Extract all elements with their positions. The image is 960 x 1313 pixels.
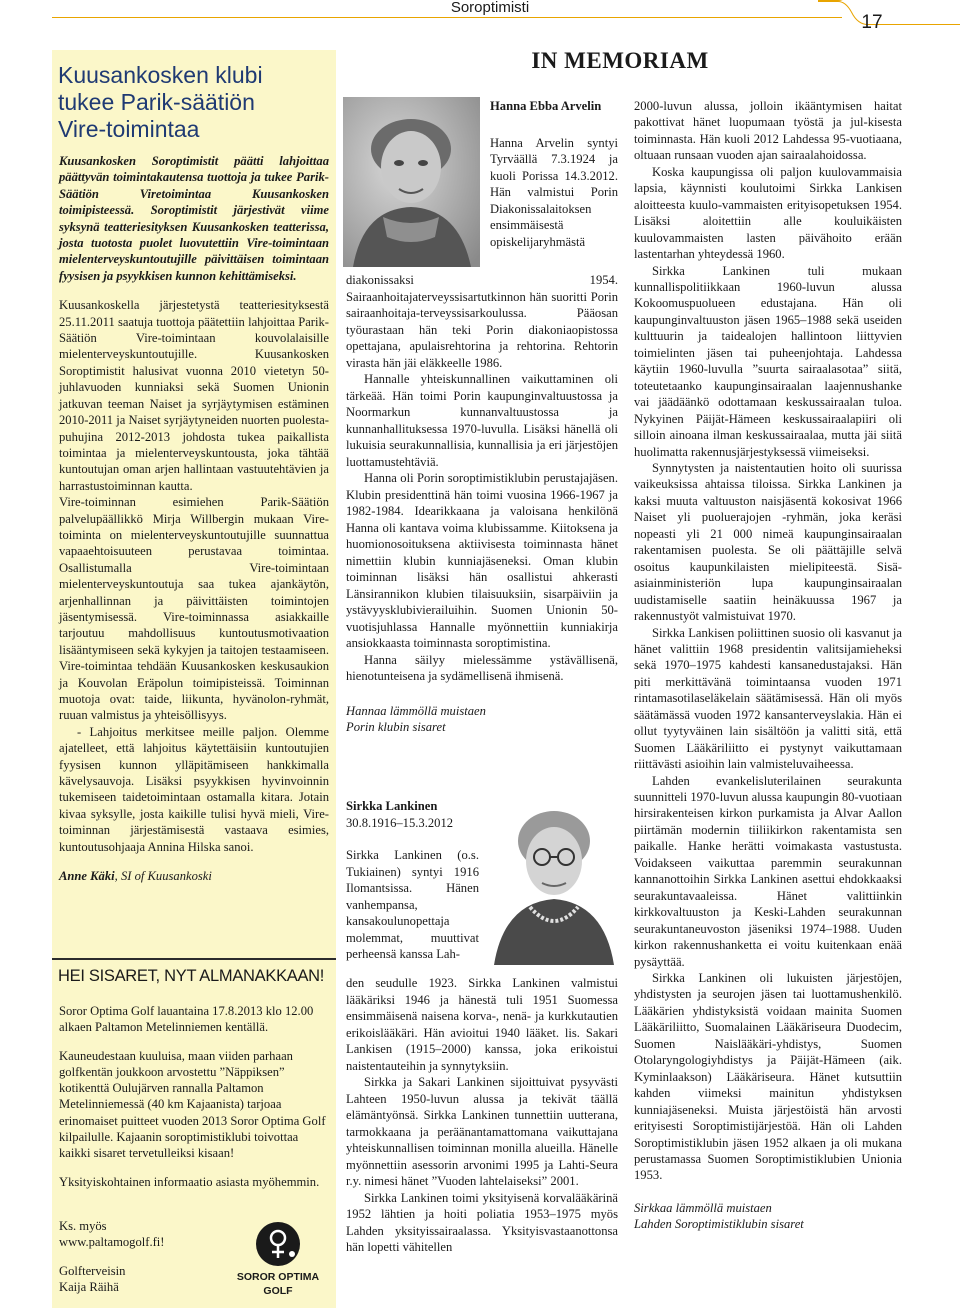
sirkka-obituary-top [346, 798, 479, 963]
hanna-obituary-body [346, 272, 618, 736]
greeting: Golfterveisin [59, 1263, 126, 1278]
logo-text-2: GOLF [263, 1285, 293, 1297]
left-article-body [59, 153, 329, 884]
almanac-paragraph: Kauneudestaan kuuluisa, maan viiden parhaan golfkentän joukkoon arvostettu ”Näppiksen” kotikenttä Oulujärven rannalla Paltamon Metelinniemessä (40 km Kajaanista) tarjoaa erinomaiset puitteet vuoden 2013 Soror Optima Golf kilpailulle. Kajaanin soroptimistiklubi toivottaa kaikki sisaret tervetulleiksi kisaan! [59, 1048, 326, 1161]
obituary-paragraph: Sirkka Lankinen oli lukuisten järjestöjen, yhdistysten ja seurojen jäsen tai luottamushenkilö. Lääkärien yhdistyksistä voidaan mainita Suomen Lääkäriliitto, Suomalainen Lääkäriseura Duodecim, Suomen Naislääkäri-yhdistys, Suomen Otolaryngologiyhdistys ja Päijät-Hämeen (aik. Kyminlaakson) Lääkäriseura. Hänet kutsuttiin kahden viimeksi mainitun yhdistyksen kunniajäseneksi. Muista järjestöistä hän arvosti erityisesti Soroptimistijärjestöä. Hän oli Lahden Soroptimistiklubin jäsen 1952 alkaen ja oli mukana perustamassa Suomen Soroptimistiklubien Unionia 1953. [634, 971, 902, 1183]
see-also: Ks. myös [59, 1219, 107, 1233]
obituary-paragraph: Sirkka ja Sakari Lankinen sijoittuivat pysyvästi Lahteen 1950-luvun alussa ja tekivät täällä elämäntyönsä. Sirkka Lankinen tunnettiin uutterana, tarmokkaana ja peräänantamattomana vaikuttajana yhteiskunnallisen toiminnan monilla alueilla. Hänelle myönnettiin asessorin arvonimi 1995 ja Lahti-Seura r.y. nimesi hänet ”Vuoden lahtelaiseksi” 2001. [346, 1075, 618, 1188]
hanna-arvelin-portrait-photo [343, 97, 480, 267]
article-paragraph: Kuusankoskella järjestetystä teatteriesityksestä 25.11.2011 saatuja tuottoja päätettiin lahjoittaa Parik-Säätiön Vire-toimintaan kouvolalaisille mielenterveyskuntoutujille. Kuusankosken Soroptimistit halusivat vuonna 2010 vietetyn 50-juhlavuoden kunniaksi sekä Suomen Unionin jatkuvan teeman Naiset ja syrjäytymisen estäminen 2010-2011 ja Naiset syrjäytyneiden nuorten puolesta-puhujina 2012-2013 johdosta tukea paikallista toimintaa ja mielenterveyskuntousta, joka tähtää kuntoutujan oman arjen hallintaan vastuutehtävien ja harrastustoiminnan kautta. [59, 298, 329, 493]
obituary-paragraph: Hannalle yhteiskunnallinen vaikuttaminen oli tärkeää. Hän toimi Porin kaupunginvaltuustossa ja Noormarkun kunnanvaltuustossa ja kunnanhallituksessa 1970-luvulla. Lisäksi hänellä oli lukuisia seurakunnallisia, kunnallisia ja eri järjestöjen luottamustehtäviä. [346, 372, 618, 469]
almanac-divider [52, 958, 336, 960]
almanac-contact [59, 1218, 209, 1295]
obituary-tribute: Sirkkaa lämmöllä muistaen [634, 1200, 772, 1215]
article-lead: Kuusankosken Soroptimistit päätti lahjoittaa päättyvän toimintakautensa tuottoja ja tukee Parik-Säätiön Viretoimintaa Kuusankosken toimipisteessä. Soroptimistit järjestivät viime syksynä teatteriesityksen Kuusankosken teatterissa, josta tuotosta puolet luovutettiin Vire-toimintaan mielenterveyskuntoutujille päivittäisen toimintaan fyysisen ja psyykkisen kunnon kehittämiseksi. [59, 154, 329, 283]
obituary-paragraph: Lahden evankelisluterilainen seurakunta suunnitteli 1970-luvun alussa kaupungin 80-vuotiaan hirsirakenteisen kirkon purkamista ja Alvar Aallon piirtämän modernin tiiliikirkon rakentamista sen paikalle. Hanke herätti voimakasta vastustusta. Voidakseen vaikuttaa paremmin seurakunnan kannanottoihin Sirkka Lankinen asettui ehdokkaaksi seurakuntavaaleissa. Hänet valittiinkin kirkkovaltuuston ja Keski-Lahden seurakunnan seurakuntaneuvoston jäseniksi 1974–1988. Uuden kirkon rakennushanketta ei voitu kuitenkaan enää pysäyttää. [634, 773, 902, 969]
obituary-tribute: Lahden Soroptimistiklubin sisaret [634, 1217, 804, 1232]
almanac-body [59, 1003, 329, 1190]
obituary-paragraph: den seudulle 1923. Sirkka Lankinen valmistui lääkäriksi 1946 ja hänestä tuli 1951 Suomessa ensimmäisenä naisena korva-, nenä- ja kurkkutautien erikoislääkäri. Hän avioitui 1940 lääket. lis. Sakari Lankisen (1915–2000) kanssa, joka erikoistui naistentauteihin ja synnytyksiin. [346, 976, 618, 1073]
obituary-paragraph: Sirkka Lankinen toimi yksityisenä korvalääkärinä 1952 lähtien ja hoiti poliatia 1953–1975 myös Lahden yksityissairaalassa. Yksityisvastaanottonsa hän lopetti vähitellen [346, 1190, 618, 1254]
magazine-name: Soroptimisti [450, 0, 530, 16]
obituary-name: Hanna Ebba Arvelin [490, 99, 602, 113]
byline-author: Anne Käki [59, 869, 115, 884]
obituary-paragraph: Sirkka Lankisen poliittinen suosio oli kasvanut ja hänet valittiin 1968 presidentin valitsijamieheksi sekä 1970–1975 kahdesti kansanedustajaksi. Hän piti merkittävänä toimintaansa vuoden 1971 rintamasotilaseläkelain säätämisessä. Hän oli myös säätämässä vuoden 1972 kansanterveyslakia. Hän ei ollut tyytyväinen lain sisältöön ja valitti sitä, että Suomen Lääkäriliitto ei pystynyt vaikuttamaan riittävästi asioihin lain valmisteluvaiheessa. [634, 625, 902, 772]
sirkka-obituary-continued [634, 98, 902, 1233]
obituary-intro: Hanna Arvelin syntyi Tyrväällä 7.3.1924 ja kuoli Porissa 14.3.2012. Hän valmistui Porin Diakonissalaitoksen ensimmäisestä opiskelijaryhmästä [490, 135, 618, 249]
page-number: 17 [861, 12, 883, 33]
title-line: Vire-toimintaa [58, 116, 200, 142]
left-article-title [58, 62, 333, 143]
sirkka-lankinen-portrait-photo [486, 795, 622, 965]
sirkka-obituary-body [346, 975, 618, 1256]
almanac-info: Yksityiskohtainen informaatio asiasta myöhemmin. [59, 1174, 320, 1189]
article-paragraph: Vire-toiminnan esimiehen Parik-Säätiön palvelupäällikkö Mirja Willbergin mukaan Vire-toiminta on mielenterveyskuntoutujille suunnattua vapaaehtoisuuteen perustavaa toimintaa. Osallistumalla Vire-toimintaan mielenterveyskuntoutuja saa tukea ajankäytön, arjenhallinnan ja päivittäisten toimintojen jäsentymisessä. Vire-toiminnassa asiakkaille tarjoutuu mahdollisuus kuntoutusmotivaation lisääntymiseen sekä kykyjen ja taitojen testaamiseen. Vire-toimintaa tehdään Kuusankosken keskusaukion ja Kouvolan Eräpolun toimipisteissä. Toiminnan muotoja ovat: taide, liikunta, hyvänolon-ryhmät, ruuan valmistus ja yhteisöllisyys. [59, 495, 329, 723]
hanna-obituary-top [490, 98, 618, 250]
obituary-paragraph: diakonissaksi 1954. Sairaanhoitajaterveyssisartutkinnon hän suoritti Porin sairaanhoitaja-terveyssisarkoulussa. Pääosan työurastaan hän teki Porin diakoniaopistossa opettajana, apulaisrehtorina ja rehtorina. Rehtorin virasta hän jäi eläkkeelle 1986. [346, 273, 618, 370]
almanac-title: HEI SISARET, NYT ALMANAKKAAN! [58, 967, 325, 985]
almanac-intro: Soror Optima Golf lauantaina 17.8.2013 klo 12.00 alkaen Paltamon Metelinniemen kentällä. [59, 1004, 314, 1035]
article-byline [59, 868, 329, 884]
obituary-tribute: Hannaa lämmöllä muistaen [346, 703, 486, 718]
soror-optima-golf-logo [222, 1214, 334, 1300]
obituary-paragraph: 2000-luvun alussa, jolloin ikääntymisen haitat pakottivat hänet luopumaan työstä ja jul-kisesta toiminnasta. Hän kuoli 2012 Lahdessa 95-vuotiaana, oltuaan runsaan vuoden ajan sairaalahoidossa. [634, 99, 902, 163]
obituary-dates: 30.8.1916–15.3.2012 [346, 815, 454, 830]
header-rule [52, 17, 842, 18]
obituary-paragraph: Hanna oli Porin soroptimistiklubin perustajajäsen. Klubin presidenttinä hän toimi vuosina 1966-1967 ja 1982-1984. Idearikkaana ja valoisana henkilönä Hanna oli kantava voima klubissamme. Kiitoksena ja huomionosoituksena aktiivisesta toiminnasta hänet nimettiin klubin kunniajäseneksi. Oman klubin toiminnan lisäksi hän osallistui ahkerasti Länsirannikon klubien tilaisuuksiin, sisarpäiviin ja ystävyysklubivierailuihin. Suomen Unionin 50-vuotisjuhlassa Hannalle myönnettiin kunniakirja ansiokkaasta toiminnasta soroptimistina. [346, 471, 618, 650]
byline-affiliation: , SI of Kuusankoski [114, 869, 212, 884]
obituary-paragraph: Hanna säilyy mielessämme ystävällisenä, hienotunteisena ja sydämellisenä ihmisenä. [346, 652, 618, 683]
signature: Kaija Räihä [59, 1279, 119, 1294]
golf-url-link[interactable]: www.paltamogolf.fi! [59, 1235, 165, 1250]
obituary-tribute: Porin klubin sisaret [346, 720, 446, 734]
logo-text-1: SOROR OPTIMA [236, 1271, 320, 1283]
title-line: tukee Parik-säätiön [58, 89, 255, 115]
article-paragraph: - Lahjoitus merkitsee meille paljon. Olemme ajatelleet, että lahjoitus käytettäisiin kuntoutujien fyysisen kunnon ylläpitämiseen hankkimalla kävelysauvoja. Lisäksi psyykkisen hyvinvoinnin tukemiseen taidetoimintaan ostamalla kitara. Jotain kivaa syksylle, josta kaikille tulisi hyvä mieli, Vire-toiminnan järjestämisestä vastaava esimies, kuntoutusohjaaja Annina Hilska sanoi. [59, 724, 329, 854]
obituary-intro: Sirkka Lankinen (o.s. Tukiainen) syntyi 1916 Ilomantsissa. Hänen vanhempansa, kansakoulunopettaja molemmat, muuttivat perheensä kanssa Lah- [346, 848, 479, 961]
title-line: Kuusankosken klubi [58, 62, 263, 88]
obituary-paragraph: Koska kaupungissa oli paljon kuulovammaisia lapsia, käynnisti koulutoimi Sirkka Lankisen aloitteesta kuulo-vammaisten erityisopetuksen 1954. Lisäksi aloitettiin alle kouluikäisten kuulovammaisten lasten päivähoito erään lastentarhan yhteydessä 1960. [634, 164, 902, 262]
obituary-name: Sirkka Lankinen [346, 799, 438, 813]
obituary-paragraph: Sirkka Lankinen tuli mukaan kunnallispolitiikkaan 1960-luvun alussa Kokoomuspuolueen edustajana. Hän oli kaupunginvaltuuston jäsen 1965–1988 sekä useiden kulttuurin ja taidealojen hallintoon liittyvien toimielinten jäsen tai puheenjohtaja. Lahdessa käytiin 1960-luvulla ”suurta sairaalasotaa” siitä, toteutetaanko kaupunginsairaalan laajennushanke vai jäädäänkö odottamaan keskussairaalan tuloa. Nykyinen Päijät-Hämeen keskussairaalapiiri oli silloin ainoana ilman keskussairaalaa, mutta jäi siitä huolimatta rakennusjärjestyksessä viimeiseksi. [634, 263, 902, 459]
obituary-paragraph: Synnytysten ja naistentautien hoito oli suurissa vaikeuksissa ahtaissa tiloissa. Sirkka Lankinen ja kaksi muuta valtuuston naisjäsentä kokosivat 1966 Naiset yli puoluerajojen -ryhmän, joka keräsi nopeasti yli 21 000 nimeä kaupunginsairaalan rakentamisen puolesta. Se oli päättäjille selvä osoitus kaupunkilaisten mielipiteestä. Sisä-asiainministeriön lupa kaupunginsairaalan uudistamiselle saatiin heinäkuussa 1967 ja rakennustyöt valmistuivat 1970. [634, 460, 902, 624]
memoriam-heading: IN MEMORIAM [531, 48, 709, 73]
